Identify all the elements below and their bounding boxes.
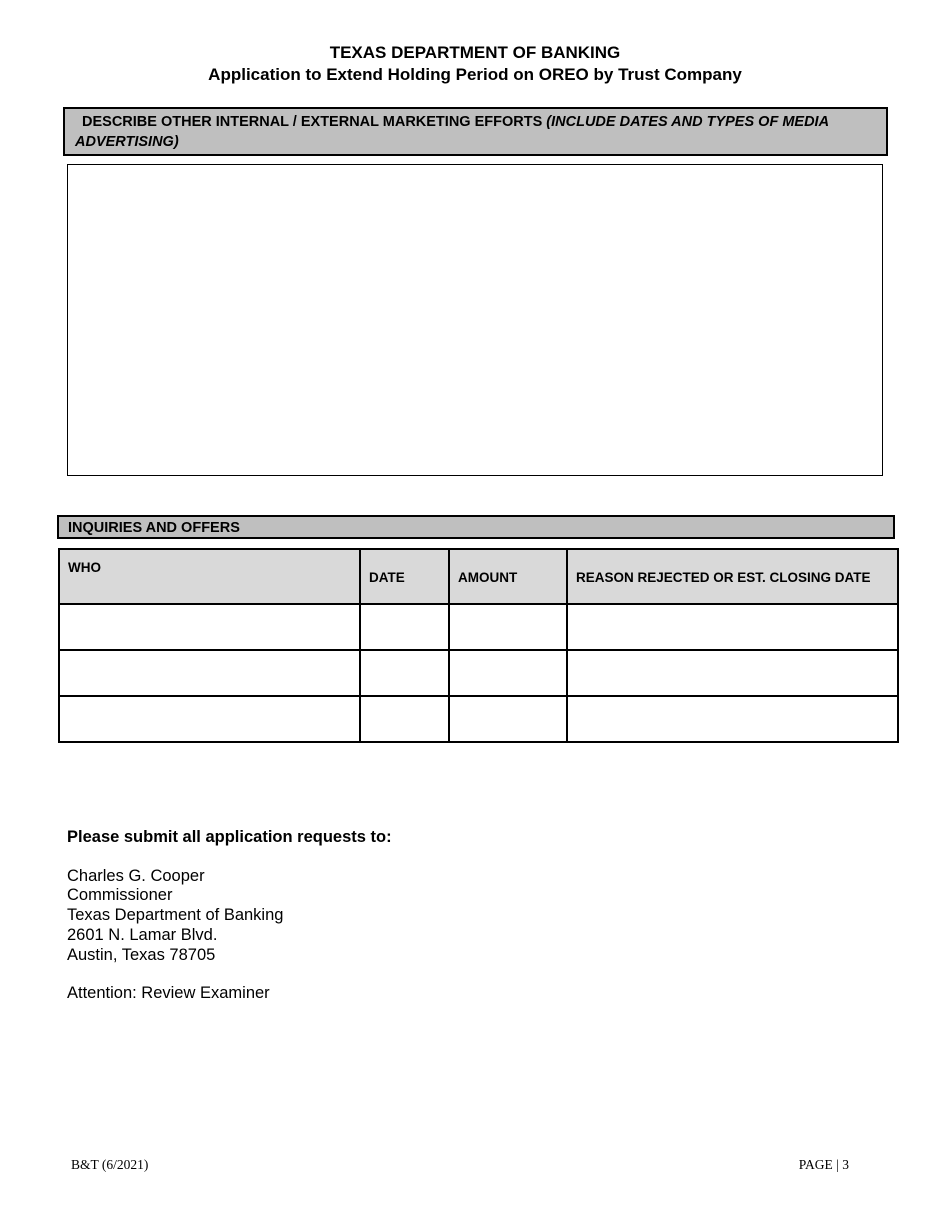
who-cell[interactable] <box>59 696 360 742</box>
date-cell[interactable] <box>360 696 449 742</box>
reason-cell[interactable] <box>567 604 898 650</box>
address-line: Texas Department of Banking <box>67 906 284 925</box>
form-code: B&T (6/2021) <box>71 1157 149 1172</box>
address-line: Commissioner <box>67 886 173 905</box>
inquiries-offers-table <box>58 548 899 743</box>
address-line: Austin, Texas 78705 <box>67 945 216 964</box>
column-header-reason: REASON REJECTED OR EST. CLOSING DATE <box>567 549 898 604</box>
address-line: Charles G. Cooper <box>67 866 205 885</box>
column-header-who: WHO <box>59 549 360 604</box>
table-header-row <box>59 549 898 604</box>
address-line: 2601 N. Lamar Blvd. <box>67 925 218 944</box>
form-title: Application to Extend Holding Period on OREO by Trust Company <box>208 65 742 84</box>
table-row <box>59 650 898 696</box>
address-block <box>67 867 392 966</box>
date-cell[interactable] <box>360 650 449 696</box>
marketing-efforts-header <box>63 107 888 156</box>
column-header-amount: AMOUNT <box>449 549 567 604</box>
column-header-date: DATE <box>360 549 449 604</box>
table-row <box>59 604 898 650</box>
attention-line: Attention: Review Examiner <box>67 984 270 1003</box>
amount-cell[interactable] <box>449 696 567 742</box>
agency-name: TEXAS DEPARTMENT OF BANKING <box>329 43 621 62</box>
submission-instructions <box>67 828 392 1004</box>
reason-cell[interactable] <box>567 650 898 696</box>
marketing-header-note: (INCLUDE DATES AND TYPES OF MEDIA ADVERTISING) <box>75 114 829 150</box>
page-number: PAGE | 3 <box>798 1157 849 1172</box>
document-title <box>0 42 950 86</box>
marketing-efforts-text-area[interactable] <box>67 164 883 476</box>
amount-cell[interactable] <box>449 650 567 696</box>
amount-cell[interactable] <box>449 604 567 650</box>
table-row <box>59 696 898 742</box>
reason-cell[interactable] <box>567 696 898 742</box>
who-cell[interactable] <box>59 650 360 696</box>
marketing-header-lead: DESCRIBE OTHER INTERNAL / EXTERNAL MARKETING EFFORTS <box>82 114 547 130</box>
who-cell[interactable] <box>59 604 360 650</box>
date-cell[interactable] <box>360 604 449 650</box>
inquiries-offers-header: INQUIRIES AND OFFERS <box>57 515 895 539</box>
submission-heading: Please submit all application requests to: <box>67 828 392 846</box>
